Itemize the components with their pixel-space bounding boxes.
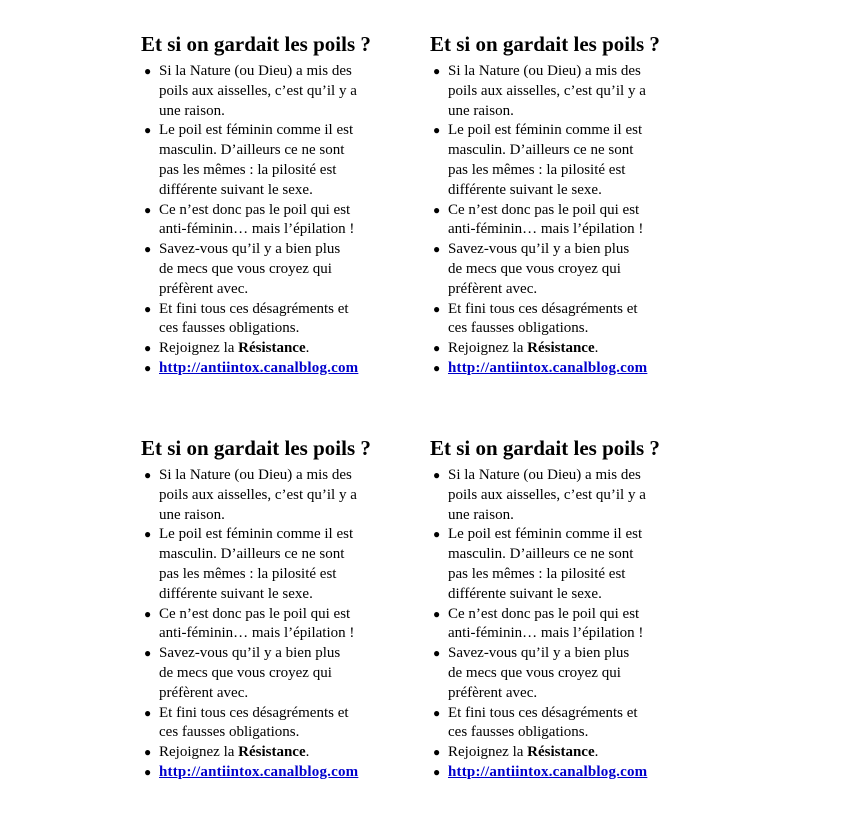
item-text-line: Ce n’est donc pas le poil qui est xyxy=(448,201,640,218)
item-text-line: pas les mêmes : la pilosité est xyxy=(448,565,626,582)
flyer-title: Et si on gardait les poils ? xyxy=(430,32,660,56)
bullet-icon: ● xyxy=(433,745,441,760)
item-text-line: Savez-vous qu’il y a bien plus xyxy=(159,241,341,258)
item-text-line: préfèrent avec. xyxy=(159,280,249,297)
item-text-line: ces fausses obligations. xyxy=(159,320,300,337)
bullet-icon: ● xyxy=(144,527,152,542)
item-text-line: Et fini tous ces désagréments et xyxy=(448,300,638,317)
item-text-line: anti-féminin… mais l’épilation ! xyxy=(159,625,355,642)
item-text-line: Ce n’est donc pas le poil qui est xyxy=(159,605,351,622)
bullet-icon: ● xyxy=(144,468,152,482)
bullet-icon: ● xyxy=(144,764,152,779)
bullet-list xyxy=(141,62,411,379)
join-prefix: Rejoignez la xyxy=(448,340,528,357)
list-item xyxy=(430,121,700,200)
flyer-title: Et si on gardait les poils ? xyxy=(141,32,371,56)
bullet-icon: ● xyxy=(144,301,152,316)
item-text-line: Si la Nature (ou Dieu) a mis des xyxy=(448,467,641,483)
item-text-line: Si la Nature (ou Dieu) a mis des xyxy=(159,467,352,483)
bullet-icon: ● xyxy=(144,341,152,356)
item-text-line: anti-féminin… mais l’épilation ! xyxy=(159,221,355,238)
join-suffix: . xyxy=(594,744,599,761)
bullet-icon: ● xyxy=(433,527,441,542)
item-text-line: anti-féminin… mais l’épilation ! xyxy=(448,221,644,238)
item-text-line: Ce n’est donc pas le poil qui est xyxy=(159,201,351,218)
item-text-line: une raison. xyxy=(159,506,225,523)
list-item xyxy=(430,201,700,241)
item-text-line: de mecs que vous croyez qui xyxy=(159,260,332,277)
list-item xyxy=(430,339,700,359)
bullet-icon: ● xyxy=(433,123,441,138)
item-text-line: poils aux aisselles, c’est qu’il y a xyxy=(448,486,646,503)
list-item[interactable] xyxy=(141,763,411,783)
bullet-icon: ● xyxy=(144,646,152,661)
item-text-line: pas les mêmes : la pilosité est xyxy=(159,565,337,582)
list-item xyxy=(141,300,411,340)
item-text-line: masculin. D’ailleurs ce ne sont xyxy=(159,142,345,159)
bullet-icon: ● xyxy=(433,202,441,217)
item-text-line: poils aux aisselles, c’est qu’il y a xyxy=(448,82,646,99)
join-prefix: Rejoignez la xyxy=(448,744,528,761)
list-item xyxy=(141,466,411,525)
list-item xyxy=(141,525,411,604)
item-text-line: Savez-vous qu’il y a bien plus xyxy=(159,645,341,662)
item-text-line: Le poil est féminin comme il est xyxy=(159,122,354,139)
list-item xyxy=(430,525,700,604)
list-item xyxy=(430,743,700,763)
item-text-line: préfèrent avec. xyxy=(159,684,249,701)
item-text-line: Et fini tous ces désagréments et xyxy=(448,704,638,721)
item-text-line: de mecs que vous croyez qui xyxy=(448,664,621,681)
item-text-line: de mecs que vous croyez qui xyxy=(448,260,621,277)
bullet-icon: ● xyxy=(144,606,152,621)
list-item xyxy=(430,605,700,645)
item-text-line: ces fausses obligations. xyxy=(159,724,300,741)
bullet-icon: ● xyxy=(433,64,441,78)
bullet-icon: ● xyxy=(433,301,441,316)
bullet-icon: ● xyxy=(433,242,441,257)
resistance-label: Résistance xyxy=(527,744,595,761)
item-text-line: masculin. D’ailleurs ce ne sont xyxy=(159,546,345,563)
item-text-line: poils aux aisselles, c’est qu’il y a xyxy=(159,82,357,99)
resistance-label: Résistance xyxy=(238,744,306,761)
list-item[interactable] xyxy=(430,763,700,783)
flyer-top-left xyxy=(141,31,411,379)
item-text-line: une raison. xyxy=(448,506,514,523)
bullet-icon: ● xyxy=(433,764,441,779)
item-text-line: Savez-vous qu’il y a bien plus xyxy=(448,241,630,258)
resistance-label: Résistance xyxy=(527,340,595,357)
blog-link[interactable]: http://antiintox.canalblog.com xyxy=(448,359,648,376)
flyer-bottom-left xyxy=(141,435,411,783)
item-text-line: ces fausses obligations. xyxy=(448,724,589,741)
item-text-line: une raison. xyxy=(159,102,225,119)
blog-link[interactable]: http://antiintox.canalblog.com xyxy=(159,763,359,780)
list-item xyxy=(141,62,411,121)
bullet-icon: ● xyxy=(144,202,152,217)
list-item xyxy=(430,704,700,744)
item-text-line: anti-féminin… mais l’épilation ! xyxy=(448,625,644,642)
list-item xyxy=(141,339,411,359)
item-text-line: ces fausses obligations. xyxy=(448,320,589,337)
item-text-line: masculin. D’ailleurs ce ne sont xyxy=(448,546,634,563)
bullet-list xyxy=(430,62,700,379)
item-text-line: poils aux aisselles, c’est qu’il y a xyxy=(159,486,357,503)
item-text-line: pas les mêmes : la pilosité est xyxy=(159,161,337,178)
item-text-line: Le poil est féminin comme il est xyxy=(159,526,354,543)
list-item xyxy=(430,300,700,340)
item-text-line: Si la Nature (ou Dieu) a mis des xyxy=(159,63,352,79)
item-text-line: pas les mêmes : la pilosité est xyxy=(448,161,626,178)
item-text-line: Savez-vous qu’il y a bien plus xyxy=(448,645,630,662)
resistance-label: Résistance xyxy=(238,340,306,357)
bullet-icon: ● xyxy=(433,468,441,482)
bullet-icon: ● xyxy=(433,705,441,720)
item-text-line: différente suivant le sexe. xyxy=(159,585,313,602)
flyer-title: Et si on gardait les poils ? xyxy=(430,436,660,460)
bullet-icon: ● xyxy=(144,360,152,375)
join-suffix: . xyxy=(305,340,310,357)
bullet-list xyxy=(430,466,700,783)
item-text-line: Le poil est féminin comme il est xyxy=(448,122,643,139)
join-resistance-text xyxy=(448,743,700,763)
list-item xyxy=(430,644,700,703)
join-resistance-text xyxy=(159,339,411,359)
list-item xyxy=(141,743,411,763)
item-text-line: de mecs que vous croyez qui xyxy=(159,664,332,681)
item-text-line: préfèrent avec. xyxy=(448,684,538,701)
list-item xyxy=(141,240,411,299)
bullet-list xyxy=(141,466,411,783)
blog-link[interactable]: http://antiintox.canalblog.com xyxy=(159,359,359,376)
join-prefix: Rejoignez la xyxy=(159,340,239,357)
bullet-icon: ● xyxy=(433,360,441,375)
flyer-top-right xyxy=(430,31,700,379)
item-text-line: différente suivant le sexe. xyxy=(448,585,602,602)
item-text-line: préfèrent avec. xyxy=(448,280,538,297)
bullet-icon: ● xyxy=(144,123,152,138)
item-text-line: une raison. xyxy=(448,102,514,119)
item-text-line: Et fini tous ces désagréments et xyxy=(159,300,349,317)
list-item xyxy=(430,240,700,299)
item-text-line: Et fini tous ces désagréments et xyxy=(159,704,349,721)
item-text-line: différente suivant le sexe. xyxy=(159,181,313,198)
bullet-icon: ● xyxy=(144,64,152,78)
bullet-icon: ● xyxy=(433,606,441,621)
bullet-icon: ● xyxy=(144,705,152,720)
bullet-icon: ● xyxy=(433,646,441,661)
bullet-icon: ● xyxy=(433,341,441,356)
list-item xyxy=(141,605,411,645)
list-item xyxy=(141,201,411,241)
list-item xyxy=(141,644,411,703)
item-text-line: Le poil est féminin comme il est xyxy=(448,526,643,543)
list-item[interactable] xyxy=(430,359,700,379)
item-text-line: différente suivant le sexe. xyxy=(448,181,602,198)
join-suffix: . xyxy=(305,744,310,761)
list-item xyxy=(430,466,700,525)
flyer-title: Et si on gardait les poils ? xyxy=(141,436,371,460)
list-item xyxy=(430,62,700,121)
item-text-line: masculin. D’ailleurs ce ne sont xyxy=(448,142,634,159)
item-text-line: Si la Nature (ou Dieu) a mis des xyxy=(448,63,641,79)
join-prefix: Rejoignez la xyxy=(159,744,239,761)
bullet-icon: ● xyxy=(144,242,152,257)
join-suffix: . xyxy=(594,340,599,357)
list-item xyxy=(141,704,411,744)
join-resistance-text xyxy=(159,743,411,763)
bullet-icon: ● xyxy=(144,745,152,760)
list-item[interactable] xyxy=(141,359,411,379)
list-item xyxy=(141,121,411,200)
item-text-line: Ce n’est donc pas le poil qui est xyxy=(448,605,640,622)
flyer-bottom-right xyxy=(430,435,700,783)
join-resistance-text xyxy=(448,339,700,359)
blog-link[interactable]: http://antiintox.canalblog.com xyxy=(448,763,648,780)
